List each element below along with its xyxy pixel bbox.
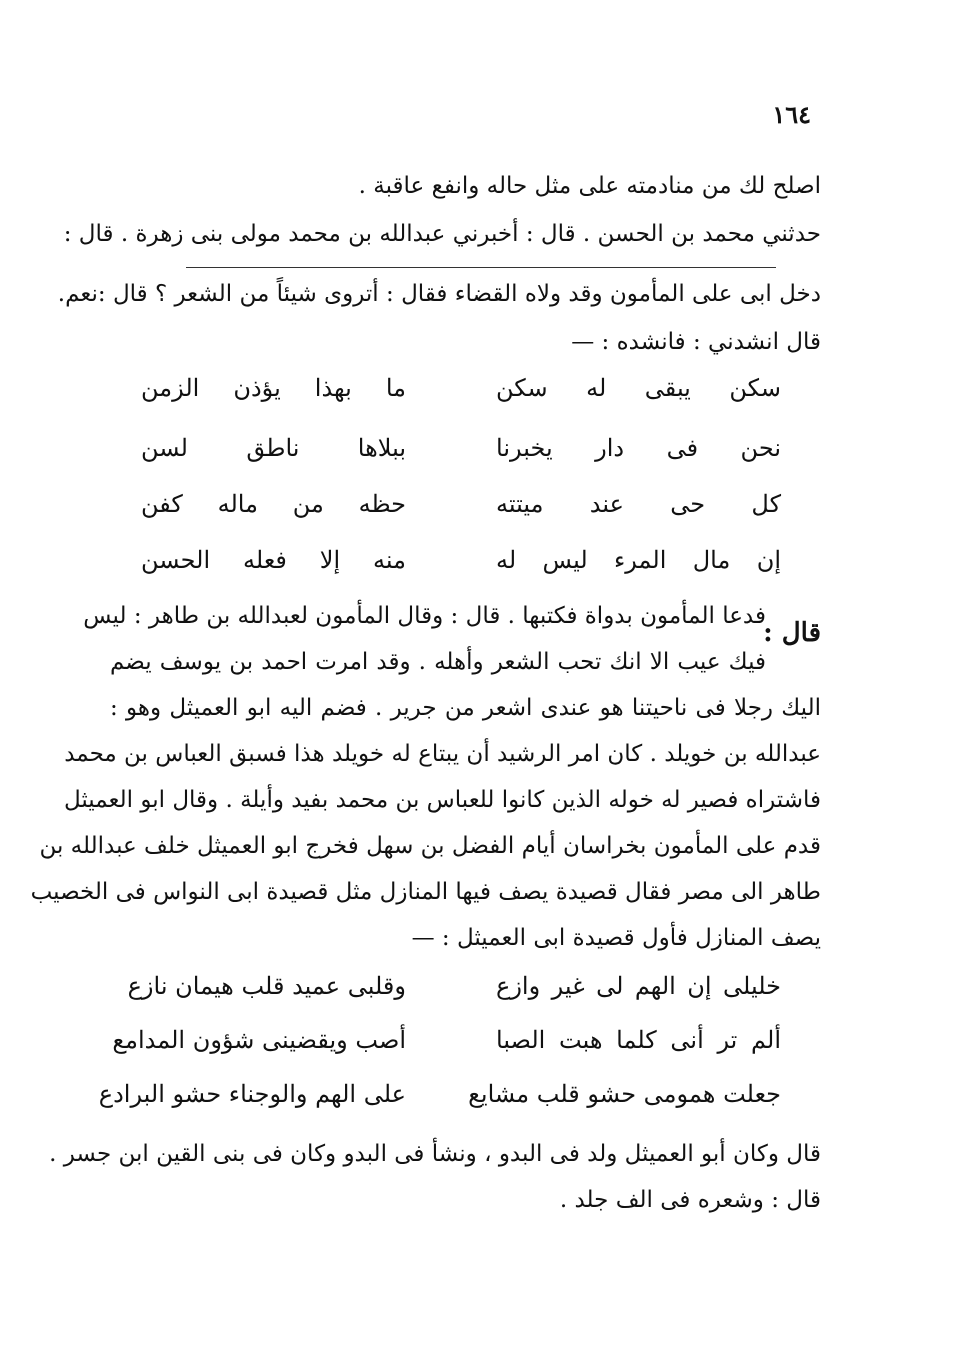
prose-line: فدعا المأمون بدواة فكتبها . قال : وقال المأمون لعبدالله بن طاهر : ليس [83,603,766,629]
verse-second-half: ببلاها ناطق لسن [141,434,406,462]
prose-line: يصف المنازل فأول قصيدة ابى العميثل : — [411,925,821,951]
verse-first-half: نحن فى دار يخبرنا [496,434,781,462]
poem-verse [141,546,781,586]
verse-second-half: على الهم والوجناء حشو البرادع [98,1080,406,1108]
prose-line: عبدالله بن خويلد . كان امر الرشيد أن يبتاع له خويلد هذا فسبق العباس بن محمد [64,741,821,767]
page-number: ١٦٤ [772,100,811,129]
verse-second-half: ما بهذا يؤذن الزمن [141,374,406,402]
verse-first-half: سكن يبقى له سكن [496,374,781,402]
verse-first-half: ألم تر أنى كلما هبت الصبا [496,1026,781,1054]
poem-verse [98,1080,781,1120]
poem-verse [127,972,781,1012]
verse-second-half: حظه من ماله كفن [141,490,406,518]
verse-first-half: إن مال المرء ليس له [496,546,781,574]
prose-line: قال وكان أبو العميثل ولد فى البدو ، ونشأ فى البدو وكان فى بنى القين ابن جسر . [49,1141,821,1167]
prose-line: فاشتراه فصير له خوله الذين كانوا للعباس بن محمد بفيد وأيلة . وقال ابو العميثل [63,787,821,813]
prose-line: قال انشدني : فانشده : — [571,329,821,355]
separator-rule [186,267,776,268]
verse-first-half: كل حى عند ميتته [496,490,781,518]
prose-line: اصلح لك من منادمته على مثل حاله وانفع عاقبة . [358,173,821,199]
poem-verse [112,1026,781,1066]
prose-line: قدم على المأمون بخراسان أيام الفضل بن سهل فخرج ابو العميثل خلف عبدالله بن [39,833,821,859]
margin-note: قال : [763,618,821,648]
poem-verse [141,434,781,474]
prose-line: اليك رجلا فى ناحيتنا هو عندى اشعر من جرير . فضم اليه ابو العميثل وهو : [110,695,821,721]
verse-second-half: منه إلا فعله الحسن [141,546,406,574]
prose-line: قال : وشعره فى الف جلد . [559,1187,821,1213]
verse-first-half: جعلت همومى حشو قلب مشايع [468,1080,781,1108]
poem-verse [141,490,781,530]
poem-verse [141,374,781,414]
prose-line: دخل ابى على المأمون وقد ولاه القضاء فقال : أتروى شيئاً من الشعر ؟ قال :نعم. [57,281,821,307]
verse-first-half: خليلى إن الهم لى غير وازع [496,972,781,1000]
prose-line: طاهر الى مصر فقال قصيدة يصف فيها المنازل مثل قصيدة ابى النواس فى الخصيب [30,879,821,905]
prose-line: حدثني محمد بن الحسن . قال : أخبرني عبدالله بن محمد مولى بنى زهرة . قال : [63,221,821,247]
verse-second-half: وقلبى عميد قلب هيمان نازع [127,972,406,1000]
verse-second-half: أصب ويقضينى شؤون المدامع [112,1026,406,1054]
prose-line: فيك عيب الا انك تحب الشعر وأهله . وقد امرت احمد بن يوسف يضم [110,649,766,675]
